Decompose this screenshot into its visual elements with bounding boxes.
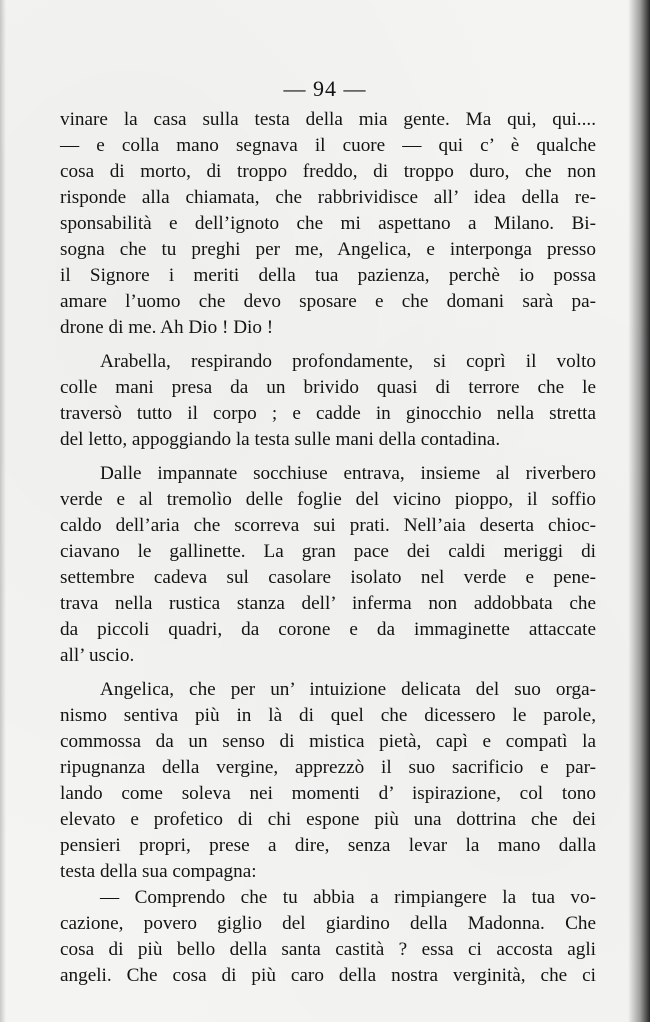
text-line: trava nella rustica stanza dell’ inferma non addobbata che — [60, 593, 596, 614]
paragraph-break — [60, 669, 596, 677]
text-line: del letto, appoggiando la testa sulle mani della contadina. — [60, 429, 501, 450]
text-line: verde e al tremolìo delle foglie del vicino pioppo, il soffio — [60, 489, 596, 510]
text-line: Angelica, che per un’ intuizione delicata del suo orga- — [100, 679, 596, 700]
text-line: angeli. Che cosa di più caro della nostra verginità, che ci — [60, 965, 596, 986]
text-line: traversò tutto il corpo ; e cadde in ginocchio nella stretta — [60, 403, 596, 424]
text-line: caldo dell’aria che scorreva sui prati. Nell’aia deserta chioc- — [60, 515, 596, 536]
text-line: pensieri propri, prese a dire, senza levar la mano dalla — [60, 835, 596, 856]
text-line: colle mani presa da un brivido quasi di terrore che le — [60, 377, 596, 398]
text-line: commossa da un senso di mistica pietà, capì e compatì la — [60, 731, 596, 752]
text-line: settembre cadeva sul casolare isolato nel verde e pene- — [60, 567, 596, 588]
text-line: Arabella, respirando profondamente, si coprì il volto — [100, 351, 596, 372]
text-line: lando come soleva nei momenti d’ ispirazione, col tono — [60, 783, 596, 804]
paragraph-break — [60, 453, 596, 461]
text-line: sogna che tu preghi per me, Angelica, e interponga presso — [60, 239, 596, 260]
text-line: Dalle impannate socchiuse entrava, insieme al riverbero — [100, 463, 596, 484]
text-line: testa della sua compagna: — [60, 861, 257, 882]
text-line: ciavano le gallinette. La gran pace dei caldi meriggi di — [60, 541, 596, 562]
text-line: nismo sentiva più in là di quel che dicessero le parole, — [60, 705, 596, 726]
text-line: cazione, povero giglio del giardino della Madonna. Che — [60, 913, 596, 934]
text-line: da piccoli quadri, da corone e da immaginette attaccate — [60, 619, 596, 640]
binding-shadow — [628, 0, 650, 1022]
text-line: sponsabilità e dell’ignoto che mi aspettano a Milano. Bi- — [60, 213, 596, 234]
text-line: ripugnanza della vergine, apprezzò il suo sacrificio e par- — [60, 757, 596, 778]
body-text — [60, 107, 596, 989]
text-line: il Signore i meriti della tua pazienza, perchè io possa — [60, 265, 596, 286]
text-line: all’ uscio. — [60, 645, 135, 666]
page-left-edge — [0, 0, 6, 1022]
text-line: drone di me. Ah Dio ! Dio ! — [60, 317, 274, 338]
text-line: elevato e profetico di chi espone più una dottrina che dei — [60, 809, 596, 830]
text-line: risponde alla chiamata, che rabbrividisce all’ idea della re- — [60, 187, 596, 208]
paragraph-break — [60, 341, 596, 349]
text-line: vinare la casa sulla testa della mia gente. Ma qui, qui.... — [60, 109, 596, 130]
text-line: cosa di morto, di troppo freddo, di troppo duro, che non — [60, 161, 596, 182]
text-line: amare l’uomo che devo sposare e che domani sarà pa- — [60, 291, 596, 312]
page-number: — 94 — — [283, 76, 367, 101]
text-line: cosa di più bello della santa castità ? essa ci accosta agli — [60, 939, 596, 960]
text-line: — Comprendo che tu abbia a rimpiangere la tua vo- — [100, 887, 596, 908]
text-line: — e colla mano segnava il cuore — qui c’ è qualche — [60, 135, 596, 156]
